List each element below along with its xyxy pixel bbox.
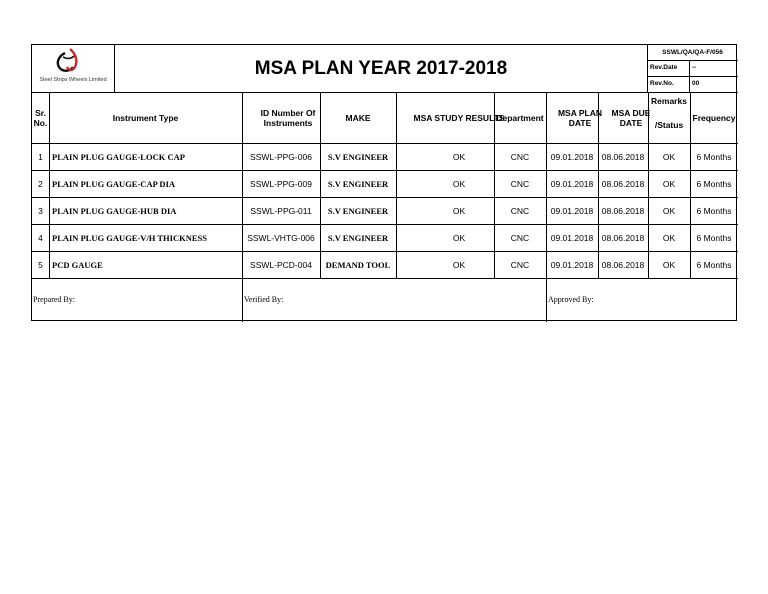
header-id-number: ID Number Of Instruments: [260, 107, 316, 128]
cell-remarks: OK: [662, 151, 676, 162]
cell-plan-date: 09.01.2018: [550, 151, 594, 162]
cell-department: CNC: [510, 259, 530, 270]
company-name: Steel Strips Wheels Limited: [39, 77, 107, 83]
cell-due-date: 08.06.2018: [601, 151, 645, 162]
company-logo-icon: [32, 45, 114, 79]
cell-id: SSWL-PPG-009: [250, 178, 312, 189]
cell-plan-date: 09.01.2018: [550, 205, 594, 216]
cell-remarks: OK: [662, 259, 676, 270]
cell-make: S.V ENGINEER: [327, 178, 389, 189]
cell-frequency: 6 Months: [696, 151, 732, 162]
cell-instrument: PCD GAUGE: [52, 259, 103, 270]
cell-result: OK: [452, 259, 466, 270]
cell-id: SSWL-PPG-006: [250, 151, 312, 162]
cell-department: CNC: [510, 151, 530, 162]
cell-instrument: PLAIN PLUG GAUGE-V/H THICKNESS: [52, 232, 207, 243]
header-status: /Status: [654, 120, 684, 130]
cell-remarks: OK: [662, 178, 676, 189]
cell-instrument: PLAIN PLUG GAUGE-HUB DIA: [52, 205, 177, 216]
cell-instrument: PLAIN PLUG GAUGE-LOCK CAP: [52, 151, 185, 162]
rev-no-value: 00: [692, 80, 700, 87]
cell-make: S.V ENGINEER: [327, 232, 389, 243]
cell-frequency: 6 Months: [696, 259, 732, 270]
cell-plan-date: 09.01.2018: [550, 259, 594, 270]
prepared-by-label: Prepared By:: [33, 295, 75, 304]
cell-frequency: 6 Months: [696, 232, 732, 243]
cell-frequency: 6 Months: [696, 178, 732, 189]
header-msa-study-results: MSA STUDY RESULTS: [413, 112, 505, 123]
cell-department: CNC: [510, 178, 530, 189]
header-frequency: Frequency: [692, 112, 736, 123]
cell-instrument: PLAIN PLUG GAUGE-CAP DIA: [52, 178, 176, 189]
cell-plan-date: 09.01.2018: [550, 178, 594, 189]
verified-by-label: Verified By:: [244, 295, 284, 304]
cell-department: CNC: [510, 205, 530, 216]
cell-sr: 4: [38, 232, 43, 243]
cell-remarks: OK: [662, 232, 676, 243]
cell-sr: 3: [38, 205, 43, 216]
approved-by-label: Approved By:: [548, 295, 594, 304]
rev-date-label: Rev.Date: [650, 64, 678, 71]
cell-due-date: 08.06.2018: [601, 178, 645, 189]
rev-no-label: Rev.No.: [650, 80, 674, 87]
header-instrument-type: Instrument Type: [112, 112, 179, 123]
rev-date-value: --: [692, 64, 697, 71]
cell-sr: 5: [38, 259, 43, 270]
header-msa-plan-date: MSA PLAN DATE: [557, 107, 603, 128]
cell-result: OK: [452, 232, 466, 243]
header-department: Department: [496, 112, 544, 123]
company-logo: [32, 45, 114, 92]
cell-make: S.V ENGINEER: [327, 205, 389, 216]
cell-result: OK: [452, 205, 466, 216]
msa-plan-sheet: [31, 44, 737, 321]
doc-number: SSWL/QA/QA-F/056: [662, 48, 723, 56]
cell-make: DEMAND TOOL: [325, 259, 391, 270]
cell-id: SSWL-PPG-011: [250, 205, 312, 216]
cell-id: SSWL-PCD-004: [250, 259, 312, 270]
cell-due-date: 08.06.2018: [601, 205, 645, 216]
cell-id: SSWL-VHTG-006: [247, 232, 315, 243]
cell-remarks: OK: [662, 205, 676, 216]
header-remarks: Remarks: [651, 96, 687, 106]
cell-result: OK: [452, 151, 466, 162]
page-title: MSA PLAN YEAR 2017-2018: [254, 57, 508, 79]
cell-department: CNC: [510, 232, 530, 243]
cell-due-date: 08.06.2018: [601, 259, 645, 270]
cell-make: S.V ENGINEER: [327, 151, 389, 162]
header-sr-no: Sr. No.: [33, 107, 48, 128]
header-make: MAKE: [345, 112, 371, 123]
cell-sr: 1: [38, 151, 43, 162]
cell-due-date: 08.06.2018: [601, 232, 645, 243]
header-msa-due-date: MSA DUE DATE: [611, 107, 651, 128]
cell-frequency: 6 Months: [696, 205, 732, 216]
cell-plan-date: 09.01.2018: [550, 232, 594, 243]
cell-result: OK: [452, 178, 466, 189]
cell-sr: 2: [38, 178, 43, 189]
